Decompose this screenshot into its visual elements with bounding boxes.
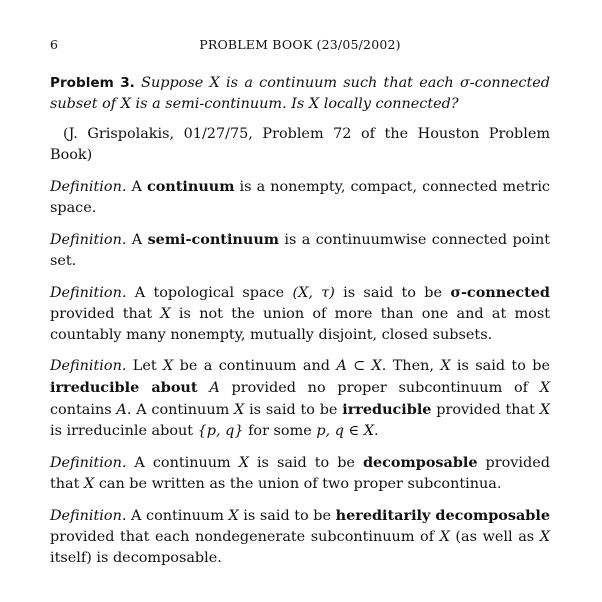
definition-term: semi-continuum <box>147 231 280 248</box>
definition-text: A continuum <box>126 508 229 524</box>
definition-text: be a continuum and <box>173 358 337 374</box>
definition-label: Definition. <box>50 179 127 195</box>
definition-text: . <box>373 423 379 439</box>
problem-text-part: Suppose <box>141 75 210 91</box>
problem-text-part: -connected subset of <box>50 75 550 112</box>
definition-text: is a continuumwise connected point set. <box>50 232 550 269</box>
definition-term: hereditarily decomposable <box>335 507 550 524</box>
definition-label: Definition. <box>50 508 127 524</box>
definition-label: Definition. <box>50 285 127 301</box>
running-header <box>50 36 550 54</box>
definition-term: decomposable <box>362 454 478 471</box>
math-var: X <box>120 96 131 112</box>
definition-text: provided that each nondegenerate subcontinuum of <box>50 529 440 545</box>
math-var: X <box>308 96 320 112</box>
definition-label: Definition. <box>50 455 127 471</box>
definition-text: . Then, <box>381 358 441 374</box>
definition-label: Definition. <box>50 232 127 248</box>
definition-text: is irreducinle about <box>50 423 198 439</box>
math-var: X <box>439 529 450 545</box>
math-var: A <box>209 380 220 396</box>
math-var: X <box>228 508 239 524</box>
math-var: X <box>238 455 249 471</box>
math-expression: (X, τ) <box>292 285 335 301</box>
math-var: X <box>440 358 451 374</box>
definition-text: itself) is decomposable. <box>50 550 222 566</box>
math-expression: p, q ∈ X <box>316 423 374 439</box>
definition-text: A <box>126 232 148 248</box>
definition-text: provided that <box>50 455 550 492</box>
definition-text: . A continuum <box>126 402 235 418</box>
math-expression: {p, q} <box>197 423 244 439</box>
problem-statement <box>50 73 550 115</box>
definition-term: irreducible about <box>50 379 198 396</box>
problem-text-part: is a continuum such that each <box>219 75 460 91</box>
math-var: X <box>163 358 174 374</box>
definition-text: can be written as the union of two proper subcontinua. <box>94 476 502 492</box>
problem-text-part: is a semi-continuum. Is <box>130 96 309 112</box>
definition-term: continuum <box>146 178 235 195</box>
definition-text: contains <box>50 402 117 418</box>
definition-decomposable <box>50 452 550 495</box>
definition-irreducible <box>50 356 550 442</box>
definition-text <box>198 380 210 396</box>
definition-text: is said to be <box>450 358 550 374</box>
math-expression: A ⊂ X <box>336 358 382 374</box>
definition-label: Definition. <box>50 358 127 374</box>
definition-text: provided that <box>431 402 540 418</box>
definition-text: provided no proper subcontinuum of <box>219 380 540 396</box>
definition-text: is said to be <box>248 455 363 471</box>
definition-text: provided that <box>50 306 161 322</box>
definition-text: for some <box>243 423 317 439</box>
definition-text: A continuum <box>126 455 239 471</box>
definition-semi-continuum <box>50 229 550 272</box>
problem-text-part: locally connected? <box>319 96 459 112</box>
page <box>50 36 550 569</box>
definition-text: Let <box>126 358 164 374</box>
definition-text: is said to be <box>244 402 343 418</box>
problem-label: Problem 3. <box>50 75 135 91</box>
definition-term: irreducible <box>342 401 432 418</box>
problem-credit: (J. Grispolakis, 01/27/75, Problem 72 of the Houston Problem Book) <box>50 126 550 163</box>
math-var: X <box>234 402 245 418</box>
definition-sigma-connected <box>50 282 550 346</box>
math-var: X <box>209 75 220 91</box>
definition-text: A <box>126 179 147 195</box>
definition-text: is said to be <box>334 285 451 301</box>
math-var: X <box>84 476 95 492</box>
math-var: A <box>116 402 127 418</box>
running-title: PROBLEM BOOK (23/05/2002) <box>199 37 401 52</box>
math-var: X <box>539 402 550 418</box>
math-var: σ <box>459 75 470 91</box>
definition-text: (as well as <box>449 529 540 545</box>
math-var: X <box>160 306 171 322</box>
definition-continuum <box>50 176 550 219</box>
definition-text: is said to be <box>238 508 336 524</box>
definition-text: is not the union of more than one and at most countably many nonempty, mutually disjoint, closed subsets. <box>50 306 550 343</box>
math-var: X <box>539 529 550 545</box>
definition-text: is a nonempty, compact, connected metric space. <box>50 179 550 216</box>
definition-term: σ-connected <box>450 284 550 301</box>
definition-text: A topological space <box>126 285 293 301</box>
definition-hereditarily-decomposable <box>50 505 550 569</box>
math-var: X <box>539 380 550 396</box>
page-number: 6 <box>50 37 58 52</box>
